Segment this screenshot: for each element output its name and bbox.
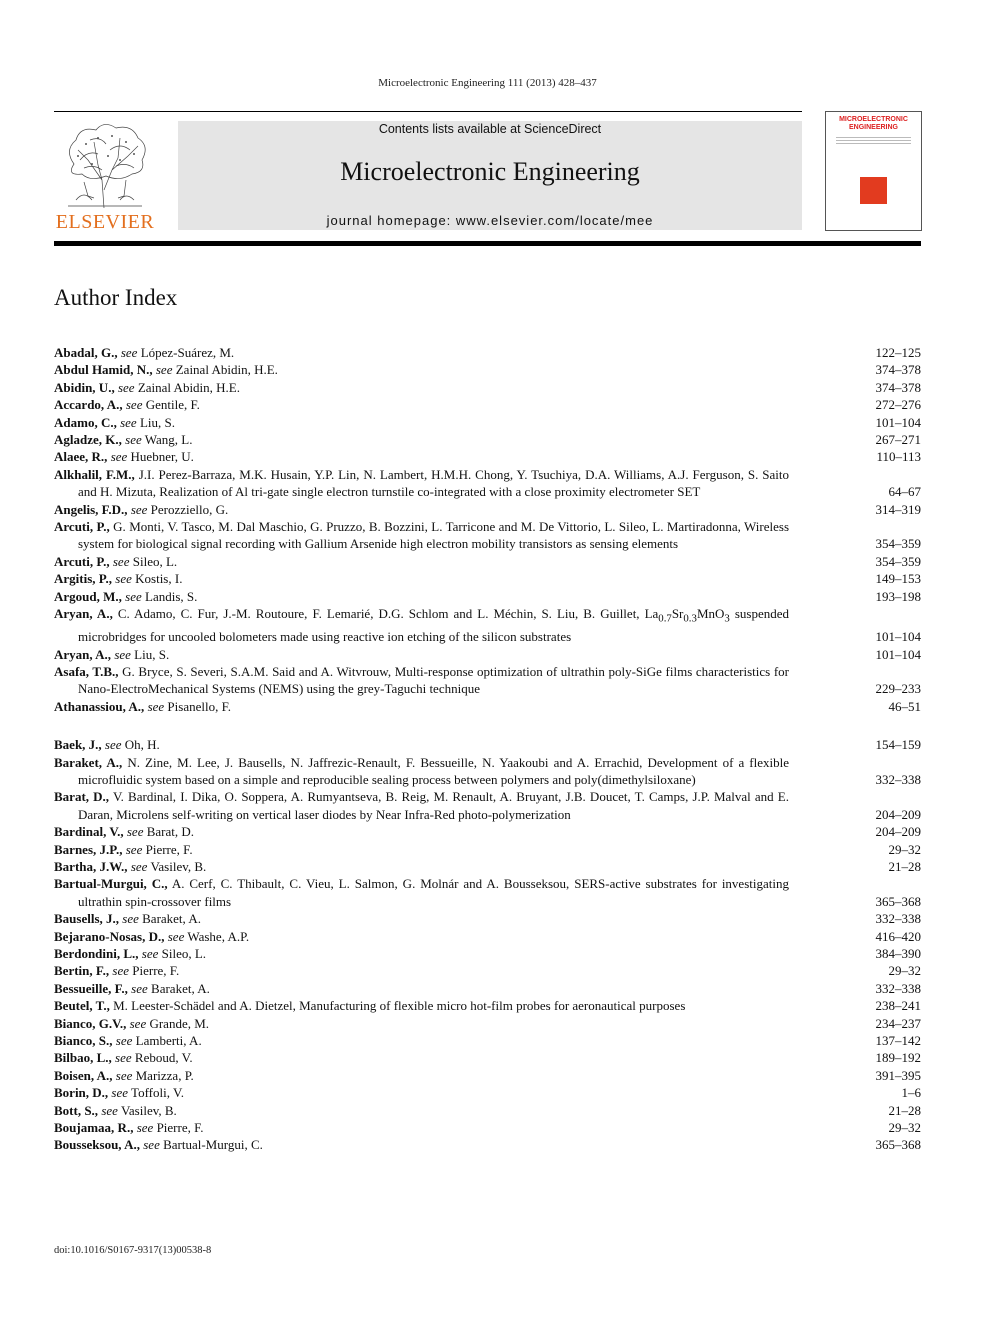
- author-name: Argitis, P.,: [54, 571, 113, 587]
- page-range: 122–125: [875, 345, 921, 360]
- page-range: 189–192: [875, 1050, 921, 1066]
- index-entry: [54, 962, 921, 979]
- index-entry: [54, 501, 921, 518]
- index-entry: [54, 379, 921, 396]
- cross-reference-author: López-Suárez, M.: [140, 345, 235, 360]
- page-range: 374–378: [875, 362, 921, 378]
- index-entry: [54, 361, 921, 378]
- cover-text-lines: [836, 135, 911, 146]
- cross-reference-author: Toffoli, V.: [131, 1085, 184, 1101]
- author-name: Athanassiou, A.,: [54, 698, 145, 714]
- entry-coauthors-title: G. Bryce, S. Severi, S.A.M. Said and A. Witvrouw, Multi-response optimization of ultrathin poly-SiGe films characteristics for Nano-ElectroMechanical Systems (NEMS) using the grey-Taguchi technique: [78, 663, 789, 697]
- entry-text: [54, 841, 789, 858]
- entry-text: [54, 1015, 789, 1032]
- page-range: 354–359: [875, 536, 921, 552]
- index-entry: [54, 736, 921, 753]
- index-entry: [54, 1084, 921, 1101]
- index-entry: [54, 841, 921, 858]
- cross-reference-author: Washe, A.P.: [187, 928, 250, 944]
- page-range: 21–28: [888, 1102, 921, 1118]
- see-reference: see: [125, 432, 142, 448]
- index-entry: [54, 553, 921, 570]
- see-reference: see: [125, 588, 142, 604]
- page-range: 101–104: [875, 629, 921, 645]
- cross-reference-author: Bartual-Murgui, C.: [163, 1137, 263, 1153]
- author-name: Baek, J.,: [54, 737, 102, 753]
- index-entry: [54, 945, 921, 962]
- cross-reference-author: Liu, S.: [139, 414, 175, 430]
- author-name: Boujamaa, R.,: [54, 1120, 134, 1136]
- page-range: 391–395: [875, 1067, 921, 1083]
- header-rule: [54, 111, 802, 112]
- entry-text: [54, 448, 789, 465]
- see-reference: see: [143, 1137, 160, 1153]
- author-name: Berdondini, L.,: [54, 946, 139, 961]
- author-name: Arcuti, P.,: [54, 519, 110, 535]
- index-entry: [54, 448, 921, 465]
- see-reference: see: [115, 1050, 132, 1066]
- cross-reference-author: Sileo, L.: [161, 946, 207, 961]
- see-reference: see: [125, 397, 143, 413]
- page-range: 332–338: [875, 980, 921, 996]
- author-group-b: [54, 736, 921, 1154]
- entry-text: [54, 910, 789, 927]
- cross-reference-author: Grande, M.: [149, 1015, 210, 1031]
- doi-footer: doi:10.1016/S0167-9317(13)00538-8: [54, 1245, 212, 1256]
- see-reference: see: [130, 501, 148, 517]
- see-reference: see: [147, 698, 165, 714]
- entry-text: [54, 1084, 789, 1101]
- page-range: 234–237: [875, 1015, 921, 1031]
- entry-text: [54, 997, 789, 1014]
- page-range: 384–390: [875, 946, 921, 961]
- index-entry: [54, 1032, 921, 1049]
- index-entry: [54, 754, 921, 789]
- page-range: 204–209: [875, 824, 921, 840]
- cover-title: MICROELECTRONIC ENGINEERING: [839, 116, 908, 131]
- page-range: 21–28: [888, 858, 921, 874]
- author-index-list: [54, 344, 921, 1154]
- see-reference: see: [115, 1033, 133, 1049]
- index-entry: [54, 823, 921, 840]
- cross-reference-author: Lamberti, A.: [135, 1033, 202, 1049]
- page-range: 101–104: [875, 646, 921, 662]
- author-name: Accardo, A.,: [54, 397, 123, 413]
- entry-coauthors-title: V. Bardinal, I. Dika, O. Soppera, A. Rumyantseva, B. Reig, M. Renault, A. Bruyant, J.B. Doucet, T. Camps, J.P. Malval and E. Daran, Microlens self-writing on vertical laser diodes by Near Infra-Red photo-polymerization: [78, 789, 789, 822]
- author-name: Aryan, A.,: [54, 606, 113, 622]
- index-entry: [54, 910, 921, 927]
- page-range: 354–359: [875, 553, 921, 569]
- author-name: Bausells, J.,: [54, 911, 120, 927]
- entry-text: [54, 858, 789, 875]
- author-name: Alaee, R.,: [54, 449, 108, 465]
- index-entry: [54, 431, 921, 448]
- journal-cover-thumbnail: [825, 111, 922, 231]
- formula-subscript: 0.7: [658, 612, 672, 625]
- index-entry: [54, 605, 921, 645]
- index-entry: [54, 875, 921, 910]
- cross-reference-author: Perozziello, G.: [150, 501, 229, 517]
- page-range: 137–142: [875, 1033, 921, 1049]
- author-name: Arcuti, P.,: [54, 553, 110, 569]
- see-reference: see: [114, 646, 131, 662]
- see-reference: see: [101, 1102, 118, 1118]
- entry-coauthors-title: J.I. Perez-Barraza, M.K. Husain, Y.P. Lin, N. Lambert, H.M.H. Chong, Y. Tsuchiya, D.A. Williams, A.J. Ferguson, S. Saito and H. Mizuta, Realization of Al tri-gate single electron turnstile co-integrated with a close proximity electrometer SET: [78, 466, 789, 500]
- formula-part: MnO: [696, 606, 725, 622]
- index-entry: [54, 1067, 921, 1084]
- entry-text: [54, 788, 789, 823]
- see-reference: see: [117, 379, 135, 395]
- journal-citation: Microelectronic Engineering 111 (2013) 428–437: [378, 77, 597, 89]
- cross-reference-author: Baraket, A.: [151, 980, 210, 996]
- page-range: 29–32: [888, 841, 921, 857]
- index-entry: [54, 414, 921, 431]
- cross-reference-author: Reboud, V.: [134, 1050, 193, 1066]
- see-reference: see: [155, 362, 173, 378]
- author-name: Bejarano-Nosas, D.,: [54, 928, 165, 944]
- entry-text: [54, 1102, 789, 1119]
- index-entry: [54, 1049, 921, 1066]
- cross-reference-author: Vasilev, B.: [120, 1102, 177, 1118]
- cross-reference-author: Wang, L.: [144, 432, 193, 448]
- cross-reference-author: Sileo, L.: [132, 553, 178, 569]
- entry-text: [54, 823, 789, 840]
- see-reference: see: [136, 1120, 154, 1136]
- see-reference: see: [129, 1015, 147, 1031]
- see-reference: see: [115, 571, 132, 587]
- index-entry: [54, 1015, 921, 1032]
- entry-text: [54, 501, 789, 518]
- entry-text: [54, 431, 789, 448]
- see-reference: see: [115, 1067, 133, 1083]
- author-name: Boisen, A.,: [54, 1067, 113, 1083]
- cross-reference-author: Liu, S.: [134, 646, 170, 662]
- page-range: 365–368: [875, 893, 921, 909]
- cross-reference-author: Oh, H.: [124, 737, 160, 753]
- cross-reference-author: Kostis, I.: [135, 571, 183, 587]
- page-range: 29–32: [888, 963, 921, 979]
- cross-reference-author: Vasilev, B.: [150, 858, 207, 874]
- entry-coauthors-title: C. Adamo, C. Fur, J.-M. Routoure, F. Lemarié, D.G. Schlom and L. Méchin, S. Liu, B. Guillet, La: [117, 606, 659, 622]
- page-range: 204–209: [875, 806, 921, 822]
- author-name: Barat, D.,: [54, 789, 110, 805]
- index-entry: [54, 518, 921, 553]
- see-reference: see: [131, 980, 148, 996]
- index-entry: [54, 1119, 921, 1136]
- cover-image: [860, 177, 887, 204]
- author-name: Bartha, J.W.,: [54, 858, 128, 874]
- author-name: Abdul Hamid, N.,: [54, 362, 153, 378]
- formula-subscript: 0.3: [683, 612, 697, 625]
- page-range: 64–67: [888, 484, 921, 500]
- author-name: Agladze, K.,: [54, 432, 122, 448]
- entry-text: [54, 1119, 789, 1136]
- entry-text: [54, 945, 789, 962]
- see-reference: see: [110, 449, 128, 465]
- page-range: 110–113: [876, 449, 921, 465]
- author-name: Bartual-Murgui, C.,: [54, 876, 168, 892]
- see-reference: see: [111, 1085, 129, 1101]
- author-name: Bousseksou, A.,: [54, 1137, 140, 1153]
- entry-text: [54, 736, 789, 753]
- author-name: Borin, D.,: [54, 1085, 109, 1101]
- index-entry: [54, 646, 921, 663]
- index-entry: [54, 570, 921, 587]
- author-name: Argoud, M.,: [54, 588, 122, 604]
- entry-coauthors-title: A. Cerf, C. Thibault, C. Vieu, L. Salmon, G. Molnár and A. Bousseksou, SERS-active substrates for investigating ultrathin spin-crossover films: [78, 876, 789, 909]
- index-entry: [54, 928, 921, 945]
- entry-text: [54, 875, 789, 910]
- cross-reference-author: Gentile, F.: [145, 397, 200, 413]
- page-range: 101–104: [875, 414, 921, 430]
- cross-reference-author: Pierre, F.: [156, 1120, 204, 1136]
- entry-text: [54, 1136, 789, 1153]
- author-name: Bilbao, L.,: [54, 1050, 112, 1066]
- page-range: 272–276: [875, 397, 921, 413]
- page-range: 229–233: [875, 681, 921, 697]
- group-spacer: [54, 715, 921, 736]
- see-reference: see: [112, 553, 130, 569]
- index-entry: [54, 698, 921, 715]
- author-name: Aryan, A.,: [54, 646, 112, 662]
- index-entry: [54, 344, 921, 361]
- index-entry: [54, 663, 921, 698]
- page-range: 1–6: [901, 1085, 921, 1101]
- entry-text: [54, 553, 789, 570]
- entry-text: [54, 698, 789, 715]
- cross-reference-author: Zainal Abidin, H.E.: [137, 379, 240, 395]
- page-range: 416–420: [875, 928, 921, 944]
- entry-text: [54, 570, 789, 587]
- elsevier-wordmark: ELSEVIER: [55, 211, 155, 233]
- index-entry: [54, 788, 921, 823]
- entry-title-rest: suspended microbridges for uncooled bolometers made using reactive ion etching of the silicon substrates: [78, 606, 789, 645]
- cross-reference-author: Pierre, F.: [132, 963, 180, 979]
- author-name: Bianco, G.V.,: [54, 1015, 127, 1031]
- author-name: Alkhalil, F.M.,: [54, 466, 135, 482]
- cross-reference-author: Huebner, U.: [130, 449, 194, 465]
- cross-reference-author: Marizza, P.: [135, 1067, 194, 1083]
- page-range: 267–271: [875, 432, 921, 448]
- entry-text: [54, 466, 789, 501]
- journal-banner: [178, 121, 802, 230]
- entry-text: [54, 361, 789, 378]
- entry-text: [54, 962, 789, 979]
- index-entry: [54, 1102, 921, 1119]
- page-range: 193–198: [875, 588, 921, 604]
- entry-text: [54, 605, 789, 645]
- entry-text: [54, 1049, 789, 1066]
- author-name: Baraket, A.,: [54, 754, 123, 770]
- sciencedirect-link[interactable]: ScienceDirect: [524, 122, 602, 136]
- header-thick-rule: [54, 241, 921, 246]
- journal-title: Microelectronic Engineering: [340, 157, 640, 186]
- page-range: 332–338: [875, 771, 921, 787]
- cross-reference-author: Landis, S.: [145, 588, 198, 604]
- cross-reference-author: Pisanello, F.: [167, 698, 232, 714]
- entry-coauthors-title: G. Monti, V. Tasco, M. Dal Maschio, G. Pruzzo, B. Bozzini, L. Tarricone and M. De Vittorio, L. Sileo, L. Martiradonna, Wireless system for biological signal recording with Gallium Arsenide high electron mobility transistors as sensing elements: [78, 519, 790, 552]
- page-range: 314–319: [875, 501, 921, 517]
- index-entry: [54, 980, 921, 997]
- cross-reference-author: Baraket, A.: [142, 911, 201, 927]
- entry-text: [54, 928, 789, 945]
- author-name: Bott, S.,: [54, 1102, 99, 1118]
- entry-coauthors-title: M. Leester-Schädel and A. Dietzel, Manufacturing of flexible micro hot-film probes for aeronautical purposes: [113, 998, 686, 1014]
- contents-line: [178, 122, 802, 136]
- page-range: 365–368: [875, 1137, 921, 1153]
- index-entry: [54, 466, 921, 501]
- author-name: Adamo, C.,: [54, 414, 117, 430]
- author-name: Abidin, U.,: [54, 379, 115, 395]
- page-title: Author Index: [54, 285, 178, 310]
- entry-text: [54, 379, 789, 396]
- index-entry: [54, 997, 921, 1014]
- see-reference: see: [130, 858, 148, 874]
- see-reference: see: [104, 737, 122, 753]
- journal-homepage[interactable]: journal homepage: www.elsevier.com/locate/mee: [326, 213, 654, 228]
- see-reference: see: [141, 946, 159, 961]
- entry-text: [54, 646, 789, 663]
- author-name: Bardinal, V.,: [54, 824, 124, 840]
- entry-text: [54, 1032, 789, 1049]
- entry-text: [54, 344, 789, 361]
- page-range: 154–159: [875, 737, 921, 753]
- entry-text: [54, 663, 789, 698]
- entry-text: [54, 414, 789, 431]
- entry-coauthors-title: N. Zine, M. Lee, J. Bausells, N. Jaffrezic-Renault, F. Bessueille, N. Yaakoubi and A. Errachid, Development of a flexible microfluidic system based on a simple and reproducible sealing process between polymers and poly(dimethylsiloxane): [78, 754, 789, 787]
- index-entry: [54, 396, 921, 413]
- author-name: Beutel, T.,: [54, 998, 110, 1014]
- see-reference: see: [120, 414, 137, 430]
- author-name: Bessueille, F.,: [54, 980, 128, 996]
- entry-text: [54, 980, 789, 997]
- cross-reference-author: Barat, D.: [146, 824, 195, 840]
- see-reference: see: [112, 963, 129, 979]
- author-group-a: [54, 344, 921, 715]
- index-entry: [54, 588, 921, 605]
- entry-text: [54, 754, 789, 789]
- see-reference: see: [120, 345, 138, 360]
- author-name: Abadal, G.,: [54, 345, 118, 360]
- see-reference: see: [122, 911, 139, 927]
- see-reference: see: [126, 824, 144, 840]
- see-reference: see: [125, 841, 143, 857]
- entry-text: [54, 518, 789, 553]
- page-range: 374–378: [875, 379, 921, 395]
- formula-part: Sr: [671, 606, 684, 622]
- page-range: 29–32: [888, 1120, 921, 1136]
- entry-text: [54, 1067, 789, 1084]
- entry-text: [54, 396, 789, 413]
- entry-text: [54, 588, 789, 605]
- author-name: Barnes, J.P.,: [54, 841, 123, 857]
- author-name: Bianco, S.,: [54, 1033, 113, 1049]
- contents-prefix: Contents lists available at: [378, 122, 525, 136]
- index-entry: [54, 1136, 921, 1153]
- page-range: 149–153: [875, 571, 921, 587]
- formula-subscript: 3: [724, 612, 730, 625]
- cross-reference-author: Pierre, F.: [145, 841, 193, 857]
- cross-reference-author: Zainal Abidin, H.E.: [175, 362, 278, 378]
- author-name: Angelis, F.D.,: [54, 501, 128, 517]
- author-name: Asafa, T.B.,: [54, 663, 119, 679]
- see-reference: see: [167, 928, 185, 944]
- index-entry: [54, 858, 921, 875]
- page-range: 332–338: [875, 911, 921, 927]
- page-range: 238–241: [875, 998, 921, 1014]
- author-name: Bertin, F.,: [54, 963, 110, 979]
- page-range: 46–51: [888, 698, 921, 714]
